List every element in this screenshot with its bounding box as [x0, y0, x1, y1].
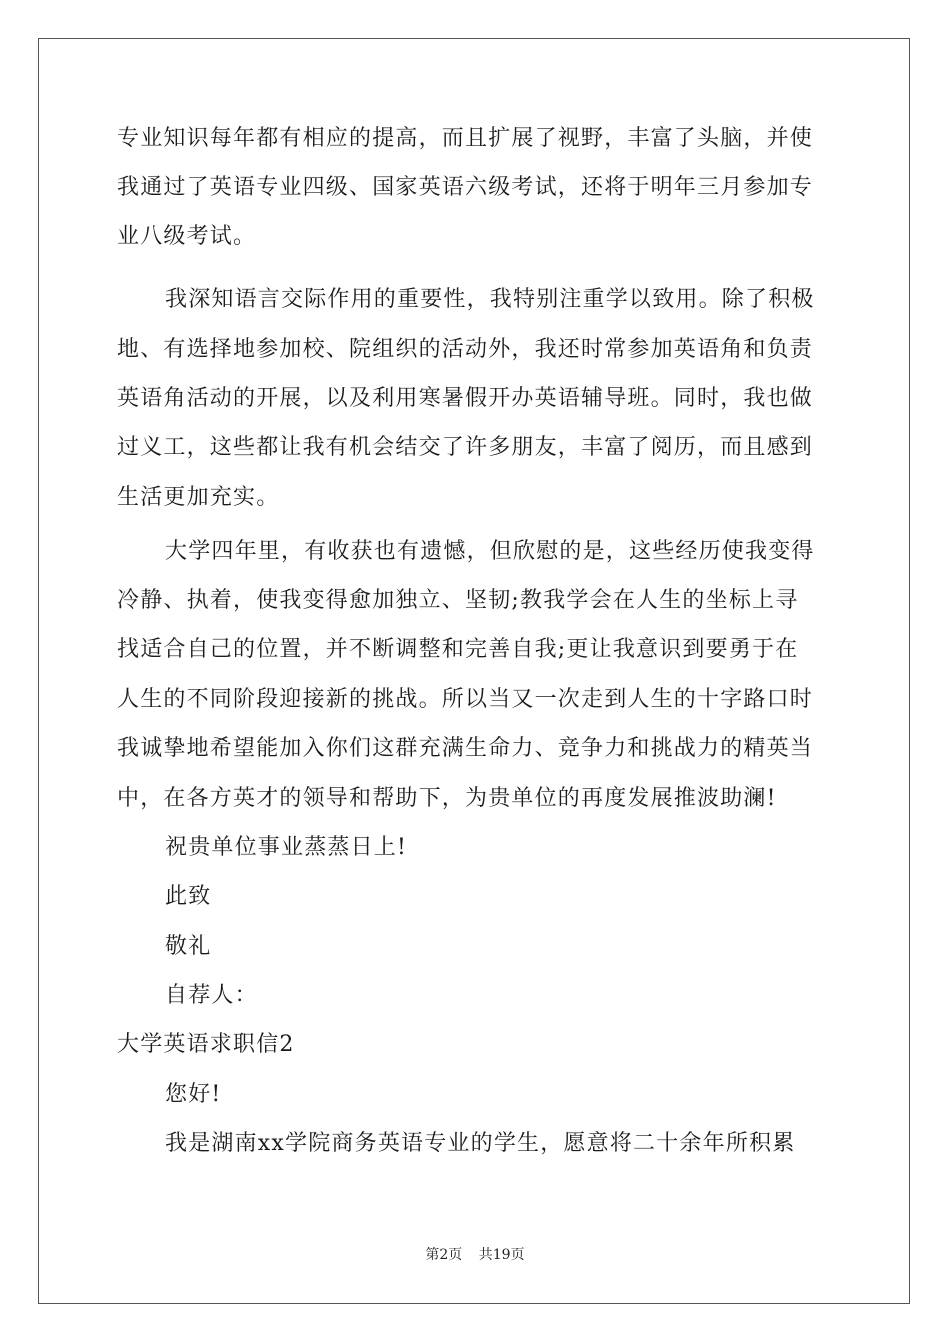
page-footer — [0, 1244, 950, 1264]
text-line: 找适合自己的位置，并不断调整和完善自我;更让我意识到要勇于在 — [117, 637, 799, 662]
paragraph-start: 我是湖南xx学院商务英语专业的学生，愿意将二十余年所积累 — [165, 1131, 796, 1156]
text-line: 人生的不同阶段迎接新的挑战。所以当又一次走到人生的十字路口时 — [117, 687, 814, 712]
paragraph-start: 大学四年里，有收获也有遗憾，但欣慰的是，这些经历使我变得 — [165, 539, 815, 564]
text-line: 中，在各方英才的领导和帮助下，为贵单位的再度发展推波助澜! — [117, 786, 777, 811]
page-total: 共19页 — [478, 1247, 525, 1263]
text-line: 生活更加充实。 — [117, 485, 280, 510]
text-line: 业八级考试。 — [117, 224, 257, 249]
text-line: 我通过了英语专业四级、国家英语六级考试，还将于明年三月参加专 — [117, 175, 814, 200]
text-line: 冷静、执着，使我变得愈加独立、坚韧;教我学会在人生的坐标上寻 — [117, 588, 799, 613]
closing-wish: 祝贵单位事业蒸蒸日上! — [165, 835, 408, 860]
text-line: 英语角活动的开展，以及利用寒暑假开办英语辅导班。同时，我也做 — [117, 386, 814, 411]
text-line: 地、有选择地参加校、院组织的活动外，我还时常参加英语角和负责 — [117, 337, 814, 362]
paragraph-start: 我深知语言交际作用的重要性，我特别注重学以致用。除了积极 — [165, 287, 815, 312]
section-title: 大学英语求职信2 — [117, 1032, 295, 1057]
salutation-jingli: 敬礼 — [165, 934, 212, 959]
salutation-cizhi: 此致 — [165, 884, 212, 909]
text-line: 我诚挚地希望能加入你们这群充满生命力、竞争力和挑战力的精英当 — [117, 736, 814, 761]
text-line: 专业知识每年都有相应的提高，而且扩展了视野，丰富了头脑，并使 — [117, 126, 814, 151]
text-line: 过义工，这些都让我有机会结交了许多朋友，丰富了阅历，而且感到 — [117, 435, 814, 460]
page-number: 第2页 — [425, 1247, 463, 1263]
greeting: 您好! — [165, 1082, 222, 1107]
signature-label: 自荐人： — [165, 983, 258, 1008]
